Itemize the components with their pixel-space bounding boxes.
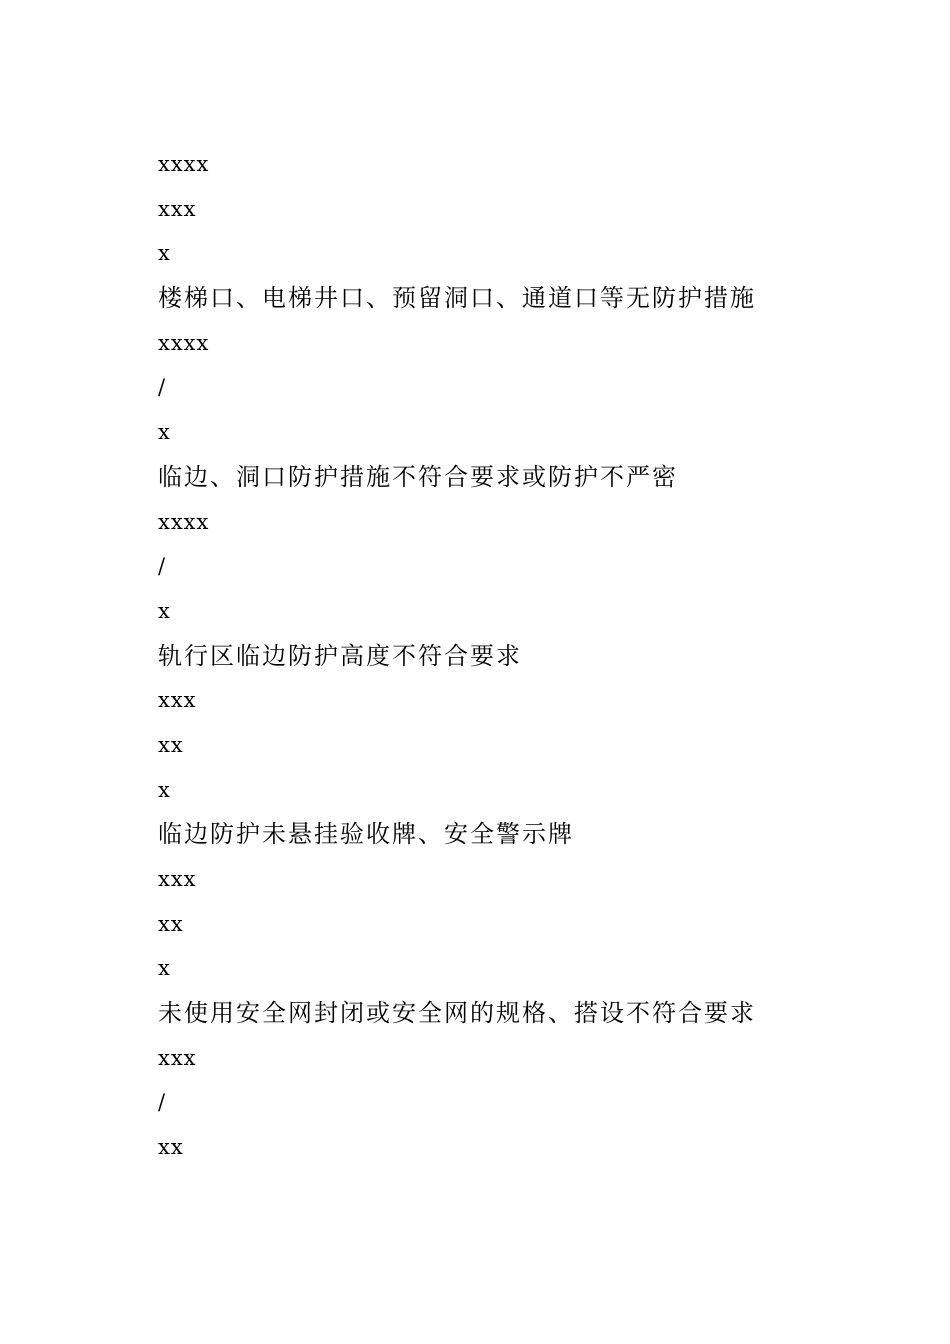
text-line: xxx — [158, 196, 197, 221]
text-line: / — [158, 554, 167, 579]
text-line: xxx — [158, 1045, 197, 1070]
text-line: / — [158, 1090, 167, 1115]
text-line: 临边防护未悬挂验收牌、安全警示牌 — [158, 820, 574, 849]
text-line: xxx — [158, 867, 197, 891]
text-line: x — [158, 420, 171, 445]
text-line: x — [158, 956, 171, 981]
text-line: 楼梯口、电梯井口、预留洞口、通道口等无防护措施 — [158, 284, 756, 313]
text-line: / — [158, 375, 167, 400]
text-line: xxxx — [158, 152, 210, 176]
text-line: 轨行区临边防护高度不符合要求 — [158, 641, 522, 670]
text-line: xx — [158, 1135, 184, 1160]
text-line: xx — [158, 732, 184, 757]
document-body — [158, 142, 858, 1170]
text-line: 未使用安全网封闭或安全网的规格、搭设不符合要求 — [158, 999, 756, 1028]
text-line: xxxx — [158, 330, 210, 355]
text-line: x — [158, 241, 171, 266]
text-line: xxx — [158, 688, 197, 713]
text-line: xxxx — [158, 509, 210, 534]
text-line: x — [158, 777, 171, 802]
text-line: 临边、洞口防护措施不符合要求或防护不严密 — [158, 462, 678, 491]
text-line: xx — [158, 911, 184, 936]
text-line: x — [158, 598, 171, 623]
